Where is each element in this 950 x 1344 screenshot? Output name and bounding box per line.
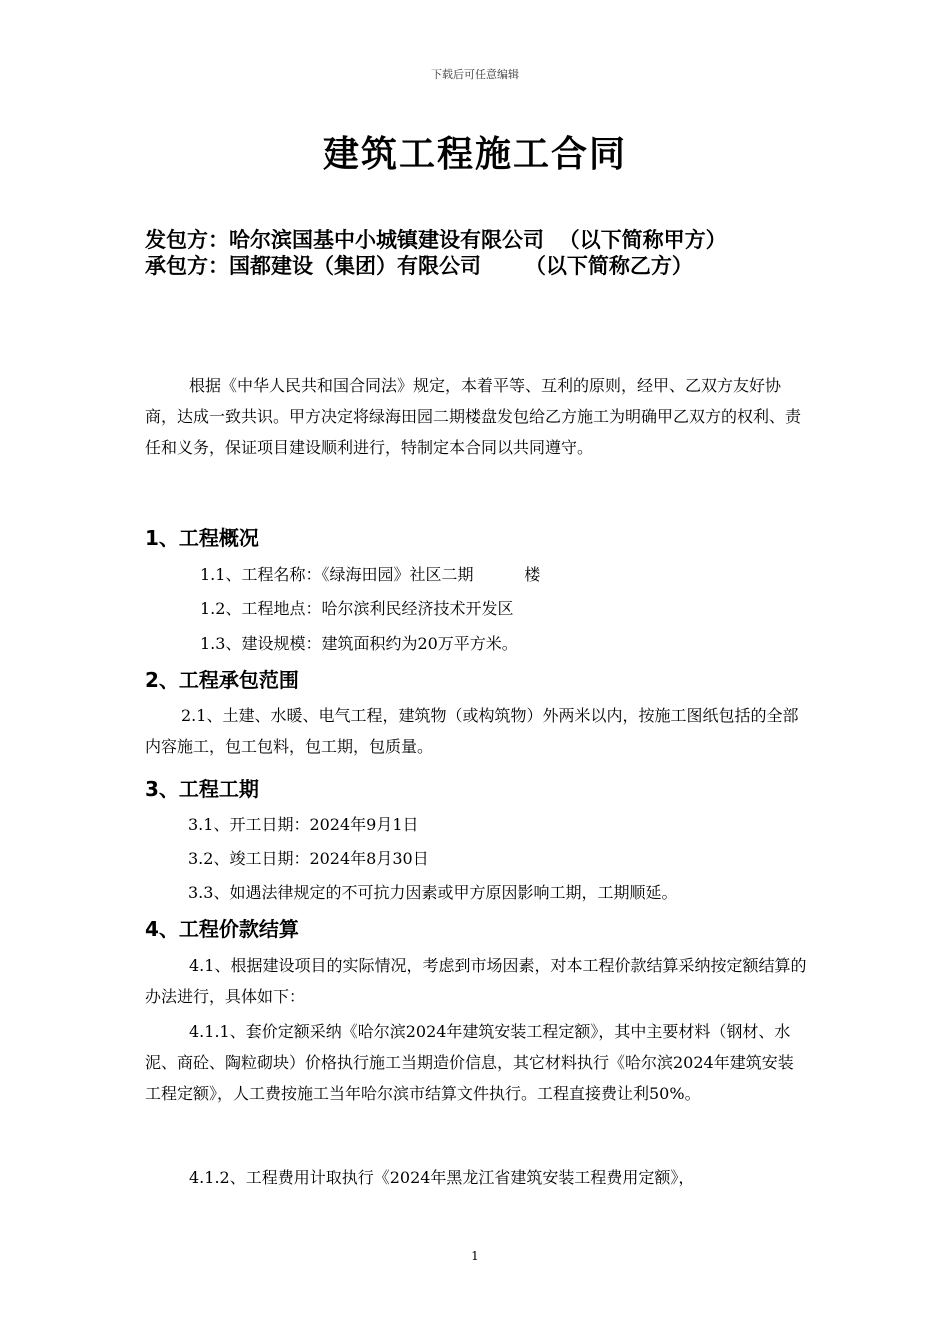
section-1-item: 1.3、建设规模：建筑面积约为20万平方米。 [200,634,518,653]
page-number: 1 [471,1249,479,1263]
section-1-item: 1.2、工程地点：哈尔滨利民经济技术开发区 [200,599,514,618]
header-note: 下载后可任意编辑 [431,68,519,81]
section-4-heading: 4、工程价款结算 [145,917,299,941]
page-title: 建筑工程施工合同 [322,134,627,175]
section-3-item: 3.3、如遇法律规定的不可抗力因素或甲方原因影响工期，工期顺延。 [188,883,678,902]
section-3-heading: 3、工程工期 [145,777,259,801]
section-1-item: 1.1、工程名称：《绿海田园》社区二期 楼 [200,565,541,584]
contractor-line: 承包方：国都建设（集团）有限公司 （以下简称乙方） [145,254,693,278]
section-2-heading: 2、工程承包范围 [145,668,299,692]
section-1-heading: 1、工程概况 [145,526,259,550]
section-4-paragraph-3: 4.1.2、工程费用计取执行《2024年黑龙江省建筑安装工程费用定额》， [189,1168,695,1187]
section-3-item: 3.2、竣工日期：2024年8月30日 [188,849,429,868]
section-4-paragraph-1: 4.1、根据建设项目的实际情况，考虑到市场因素，对本工程价款结算采纳按定额结算的办法进行，具体如下： [145,956,807,1006]
section-2-paragraph: 2.1、土建、水暖、电气工程，建筑物（或构筑物）外两米以内，按施工图纸包括的全部内容施工，包工包料，包工期，包质量。 [145,706,799,756]
intro-paragraph: 根据《中华人民共和国合同法》规定，本着平等、互利的原则，经甲、乙双方友好协商，达成一致共识。甲方决定将绿海田园二期楼盘发包给乙方施工为明确甲乙双方的权利、责任和义务，保证项目建设顺利进行，特制定本合同以共同遵守。 [145,376,802,457]
section-4-paragraph-2: 4.1.1、套价定额采纳《哈尔滨2024年建筑安装工程定额》，其中主要材料（钢材、水泥、商砼、陶粒砌块）价格执行施工当期造价信息，其它材料执行《哈尔滨2024年建筑安装工程定额》，人工费按施工当年哈尔滨市结算文件执行。工程直接费让利50%。 [145,1022,794,1103]
section-3-item: 3.1、开工日期：2024年9月1日 [188,815,419,834]
employer-line: 发包方：哈尔滨国基中小城镇建设有限公司 （以下简称甲方） [145,228,727,252]
